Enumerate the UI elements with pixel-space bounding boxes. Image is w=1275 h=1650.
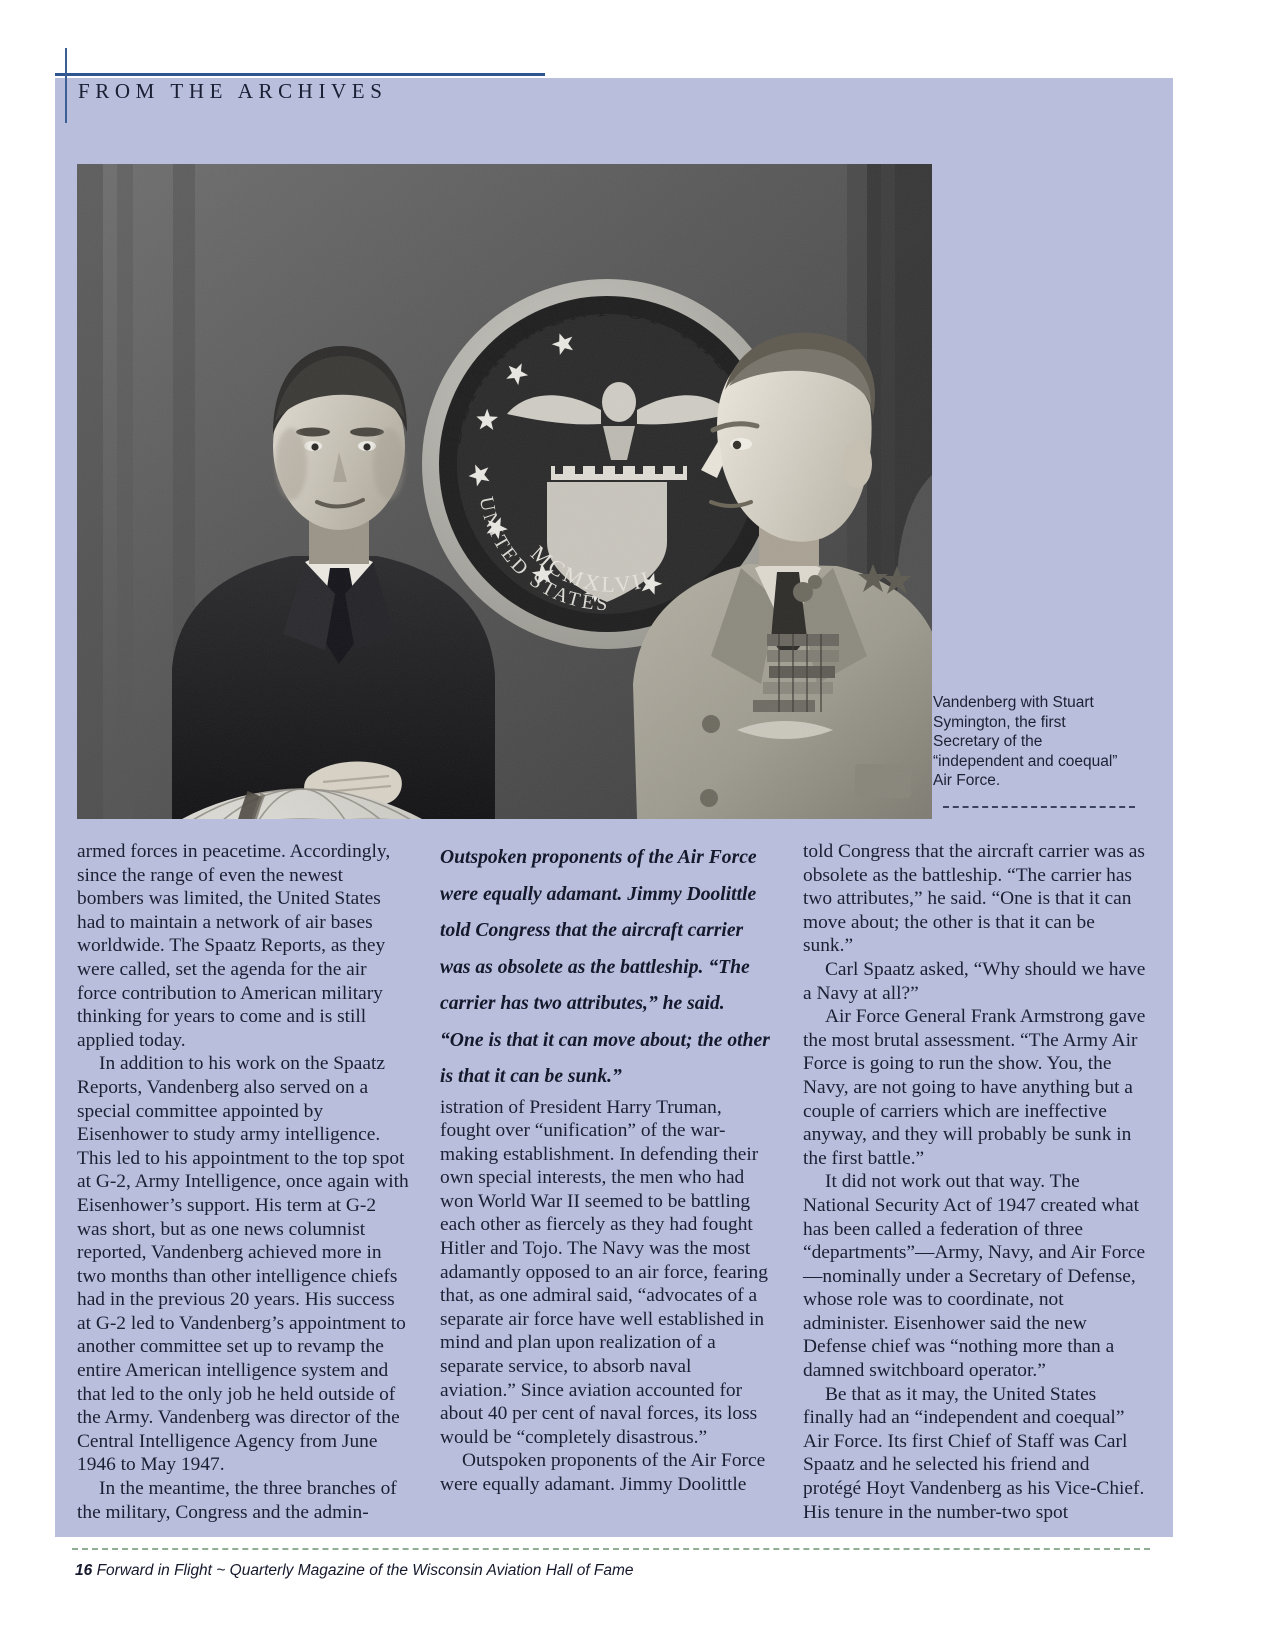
- footer-divider-rule: [72, 1548, 1150, 1550]
- bottom-margin: [0, 1537, 1275, 1650]
- pull-quote: Outspoken proponents of the Air Force were equally adamant. Jimmy Doolittle told Congress that the aircraft carrier was as obsolete as the battleship. “The carrier has two attributes,” he said. “One is that it can move about; the other is that it can be sunk.”: [440, 847, 770, 1087]
- paragraph: In the meantime, the three branches of the military, Congress and the admin-: [77, 1478, 397, 1523]
- photo-caption: Vandenberg with Stuart Symington, the first Secretary of the “independent and coequal” Air Force.: [933, 694, 1118, 789]
- top-margin: [0, 0, 1275, 78]
- header-horizontal-rule: [55, 73, 545, 76]
- paragraph: armed forces in peacetime. Accordingly, since the range of even the newest bombers was limited, the United States had to maintain a network of air bases worldwide. The Spaatz Reports, as they were called, set the agenda for the air force contribution to American military thinking for years to come and is still applied today.: [77, 841, 391, 1051]
- paragraph: Carl Spaatz asked, “Why should we have a Navy at all?”: [803, 958, 1146, 1004]
- paragraph: In addition to his work on the Spaatz Reports, Vandenberg also served on a special committee appointed by Eisenhower to study army intelligence. This led to his appointment to the top spot at G-2, Army Intelligence, once again with Eisenhower’s support. His term at G-2 was short, but as one news columnist reported, Vandenberg achieved more in two months than other intelligence chiefs had in the previous 20 years. His success at G-2 led to Vandenberg’s appointment to another committee set up to revamp the entire American intelligence system and that led to the only job he held outside of the Army. Vandenberg was director of the Central Intelligence Agency from June 1946 to May 1947.: [77, 1053, 409, 1476]
- caption-divider-rule: [943, 806, 1135, 808]
- paragraph: Air Force General Frank Armstrong gave the most brutal assessment. “The Army Air Force is going to run the show. You, the Navy, are not going to have anything but a couple of carriers which are ineffective anyway, and they will probably be sunk in the first battle.”: [803, 1006, 1146, 1169]
- paragraph: It did not work out that way. The National Security Act of 1947 created what has been called a federation of three “departments”—Army, Navy, and Air Force—nominally under a Secretary of Defense, whose role was to coordinate, not administer. Eisenhower said the new Defense chief was “nothing more than a damned switchboard operator.”: [803, 1171, 1146, 1382]
- text-column-1: [77, 840, 409, 1524]
- page-footer: [75, 1562, 634, 1580]
- paragraph: Be that as it may, the United States finally had an “independent and coequal” Air Force. Its first Chief of Staff was Carl Spaatz and he selected his friend and protégé Hoyt Vandenberg as his Vice-Chief. His tenure in the number-two spot: [803, 1383, 1145, 1523]
- right-margin: [1173, 0, 1275, 1650]
- archive-photograph: [77, 164, 932, 819]
- photograph-illustration: [77, 164, 932, 819]
- paragraph: told Congress that the aircraft carrier was as obsolete as the battleship. “The carrier has two attributes,” he said. “One is that it can move about; the other is that it can be sunk.”: [803, 841, 1145, 957]
- text-column-2: [440, 840, 772, 1497]
- footer-page-number: 16: [75, 1562, 93, 1579]
- paragraph: istration of President Harry Truman, fought over “unification” of the war-making establishment. In defending their own special interests, the men who had won World War II seemed to be battling each other as fiercely as they had fought Hitler and Tojo. The Navy was the most adamantly opposed to an air force, fearing that, as one admiral said, “advocates of a separate air force have well established in mind and plan upon realization of a separate service, to absorb naval aviation.” Since aviation accounted for about 40 per cent of naval forces, its loss would be “completely disastrous.”: [440, 1096, 768, 1448]
- paragraph: Outspoken proponents of the Air Force were equally adamant. Jimmy Doolittle: [440, 1450, 766, 1495]
- text-column-3: [803, 840, 1148, 1524]
- header-vertical-rule: [65, 48, 67, 123]
- left-margin: [0, 0, 55, 1650]
- footer-publication-title: Forward in Flight ~ Quarterly Magazine of the Wisconsin Aviation Hall of Fame: [96, 1562, 634, 1579]
- section-header-title: FROM THE ARCHIVES: [78, 79, 388, 103]
